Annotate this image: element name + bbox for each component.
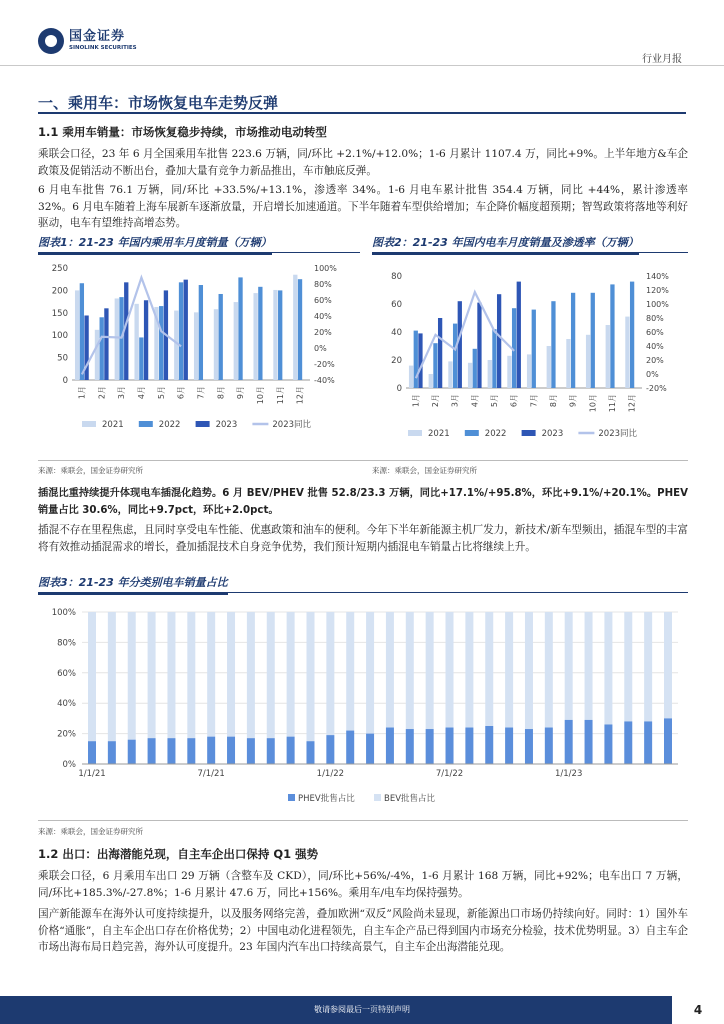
y2-tick-label: 100% (314, 264, 337, 273)
brand-logo (38, 28, 137, 54)
bar-phev (525, 729, 533, 764)
bar-bev (525, 612, 533, 729)
bar-bev (465, 612, 473, 728)
y2-tick-label: 40% (646, 342, 664, 351)
paragraph-3: 插混比重持续提升体现电车插混化趋势。6 月 BEV/PHEV 批售 52.8/23.3 万辆，同比+17.1%/+95.8%，环比+9.1%/+20.1%。PHEV 销量占比 30.6%，同比+9.7pct，环比+2.0pct。 (38, 488, 688, 516)
x-tick-label: 6月 (509, 394, 519, 408)
report-type: 行业月报 (642, 54, 682, 65)
logo-icon (38, 28, 64, 54)
bar-bev (664, 612, 672, 718)
bar-phev (426, 729, 434, 764)
bar-bev (88, 612, 96, 741)
x-tick-label: 1月 (411, 394, 421, 408)
bar-2022 (278, 290, 282, 380)
x-tick-label: 10月 (255, 386, 265, 405)
x-tick-label: 8月 (549, 394, 558, 408)
x-tick-label: 3月 (117, 386, 127, 400)
bar-2023 (517, 282, 521, 388)
bar-bev (604, 612, 612, 724)
x-tick-label: 2月 (97, 386, 107, 400)
paragraph-1: 乘联会口径，23 年 6 月全国乘用车批售 223.6 万辆，同/环比 +2.1%/+12.0%；1-6 月累计 1107.4 万，同比+9%。上半年地方&车企政策及促销活动不断出台，叠加大量有竞争力新品推出，车市触底反弹。 (38, 148, 688, 177)
x-tick-label: 6月 (176, 386, 186, 400)
bar-2021 (429, 374, 433, 388)
y-tick-label: 0 (62, 376, 68, 386)
bar-2023 (458, 301, 462, 388)
bar-bev (545, 612, 553, 728)
x-tick-label: 5月 (490, 394, 499, 408)
legend-swatch (82, 421, 96, 427)
page-footer (0, 996, 724, 1024)
bar-2022 (298, 279, 302, 380)
x-tick-label: 7/1/21 (197, 769, 225, 779)
bar-bev (485, 612, 493, 726)
bar-2021 (448, 361, 452, 388)
y-tick-label: 100% (51, 608, 76, 618)
bar-2021 (507, 356, 511, 388)
legend-swatch (465, 430, 479, 436)
bar-2021 (293, 275, 297, 380)
bar-2021 (606, 325, 610, 388)
bar-phev (108, 741, 116, 764)
bar-bev (446, 612, 454, 728)
figure-2-rule (372, 252, 688, 253)
bar-2022 (100, 317, 104, 380)
y-tick-label: 40 (391, 328, 402, 338)
y-tick-label: 80 (391, 272, 402, 282)
bar-2022 (571, 293, 575, 388)
bar-bev (247, 612, 255, 738)
y2-tick-label: 20% (646, 356, 664, 365)
paragraph-6: 国产新能源车在海外认可度持续提升，以及服务网络完善，叠加欧洲“双反”风险尚未显现，新能源出口市场仍持续向好。同时：1）国外车价格“通胀”，自主车企出口存在价格优势；2）中国电动化进程领先，自主车企产品已得到国内市场充分检验，技术优势明显。3）自主车企市场出海布局日趋完善，海外认可度提升。23 年国内汽车出口持续高景气，自主车企出海潜能兑现。 (38, 908, 688, 953)
bar-phev (287, 737, 295, 764)
y-tick-label: 0 (396, 384, 402, 394)
bar-2022 (179, 282, 183, 380)
bar-bev (267, 612, 275, 738)
bar-bev (108, 612, 116, 741)
y2-tick-label: 100% (646, 300, 669, 309)
y2-tick-label: 80% (646, 314, 664, 323)
x-tick-label: 10月 (588, 394, 598, 413)
x-tick-label: 12月 (627, 394, 637, 413)
y-tick-label: 250 (51, 264, 68, 274)
y2-tick-label: 120% (646, 286, 669, 295)
bar-phev (207, 737, 215, 764)
y2-tick-label: 20% (314, 328, 332, 337)
bar-2022 (238, 277, 242, 380)
x-tick-label: 1/1/22 (316, 769, 345, 779)
x-tick-label: 4月 (136, 386, 146, 400)
bar-bev (227, 612, 235, 737)
legend-label: 2023同比 (272, 420, 312, 430)
figure-3-bottom-rule (38, 820, 688, 821)
legend-label: 2021 (428, 429, 450, 439)
bar-2021 (194, 312, 198, 380)
figure-1-title: 图表1：21-23 年国内乘用车月度销量（万辆） (38, 234, 272, 255)
bar-phev (326, 735, 334, 764)
y-tick-label: 50 (57, 353, 68, 364)
figure-3-title: 图表3：21-23 年分类别电车销量占比 (38, 574, 228, 595)
bar-2022 (258, 287, 262, 380)
bar-2022 (433, 343, 437, 388)
legend-label: PHEV批售占比 (298, 794, 355, 804)
x-tick-label: 5月 (156, 386, 166, 400)
figure-2-source: 来源：乘联会，国金证券研究所 (372, 466, 477, 475)
y2-tick-label: -40% (314, 376, 335, 385)
bar-phev (267, 738, 275, 764)
paragraph-2: 6 月电车批售 76.1 万辆，同/环比 +33.5%/+13.1%，渗透率 34%。1-6 月电车累计批售 354.4 万辆，同比 +44%，累计渗透率 32%。6 月电车随着上海车展新车逐渐放量，开启增长加速通道。下半年随着车型供给增加；车企降价幅度超预期；智驾政策将落地等利好驱动，电车有望维持高增态势。 (38, 184, 688, 229)
bar-phev (346, 731, 354, 764)
bar-phev (505, 728, 513, 764)
legend-label: 2022 (484, 429, 507, 439)
bar-bev (207, 612, 215, 737)
bar-2021 (115, 298, 119, 380)
bar-2021 (134, 304, 138, 380)
x-tick-label: 9月 (236, 386, 246, 400)
y-tick-label: 20 (391, 356, 402, 366)
x-tick-label: 3月 (450, 394, 460, 408)
figure-1-rule (38, 252, 360, 253)
legend-swatch (196, 421, 210, 427)
y2-tick-label: 0% (314, 344, 327, 353)
y-tick-label: 150 (51, 308, 68, 319)
figure-1-source: 来源：乘联会，国金证券研究所 (38, 466, 143, 475)
chart-1-monthly-sales (38, 258, 360, 458)
bar-phev (148, 738, 156, 764)
x-tick-label: 2月 (431, 394, 440, 408)
bar-phev (545, 728, 553, 764)
bar-2022 (492, 329, 496, 388)
bar-phev (585, 720, 593, 764)
legend-label: 2022 (158, 420, 181, 430)
bar-2023 (497, 294, 501, 388)
section-title: 一、乘用车：市场恢复电车走势反弹 (38, 94, 279, 112)
x-tick-label: 1/1/21 (78, 769, 106, 779)
subsection-title-1-2: 1.2 出口：出海潜能兑现，自主车企出口保持 Q1 强势 (38, 847, 319, 861)
bar-2021 (566, 339, 570, 388)
legend-label: 2023 (541, 429, 564, 439)
x-tick-label: 1/1/23 (555, 769, 583, 779)
y2-tick-label: 60% (646, 328, 664, 337)
bar-2021 (468, 363, 472, 388)
bar-phev (366, 734, 374, 764)
bar-bev (287, 612, 295, 737)
bar-2021 (488, 360, 492, 388)
bar-2023 (438, 318, 442, 388)
bar-bev (406, 612, 414, 729)
page-header (0, 0, 724, 66)
bar-2023 (418, 333, 422, 388)
bar-2021 (527, 354, 531, 388)
legend-swatch (139, 421, 153, 427)
bar-2023 (477, 303, 481, 388)
x-tick-label: 1月 (77, 386, 87, 400)
bar-2022 (630, 282, 634, 388)
bar-phev (446, 728, 454, 764)
y-tick-label: 20% (57, 729, 76, 740)
y2-tick-label: 40% (314, 312, 332, 321)
x-tick-label: 4月 (470, 394, 480, 408)
bar-2022 (610, 284, 614, 388)
y2-tick-label: -20% (646, 384, 667, 393)
bar-2021 (95, 330, 99, 380)
bar-2021 (75, 290, 79, 380)
bar-2023 (184, 280, 188, 380)
legend-swatch (522, 430, 536, 436)
bar-bev (505, 612, 513, 728)
bar-phev (485, 726, 493, 764)
bar-2021 (253, 293, 257, 380)
bar-bev (167, 612, 175, 738)
figure-3-source: 来源：乘联会，国金证券研究所 (38, 827, 143, 836)
bar-phev (644, 721, 652, 764)
bar-phev (565, 720, 573, 764)
x-tick-label: 11月 (608, 394, 617, 413)
bar-phev (624, 721, 632, 764)
bar-bev (624, 612, 632, 721)
x-tick-label: 12月 (295, 386, 305, 405)
bar-phev (406, 729, 414, 764)
footer-disclaimer: 敬请参阅最后一页特别声明 (314, 1005, 410, 1014)
bar-phev (604, 724, 612, 764)
paragraph-5: 乘联会口径，6 月乘用车出口 29 万辆（含整车及 CKD），同/环比+56%/-4%，1-6 月累计 168 万辆，同比+92%；电车出口 7 万辆，同/环比+185.3%/-27.8%；1-6 月累计 47.6 万，同比+156%。乘用车/电车均保持强势。 (38, 870, 688, 899)
bar-2021 (547, 346, 551, 388)
bar-2022 (473, 349, 477, 388)
y2-tick-label: -20% (314, 360, 335, 369)
bar-bev (148, 612, 156, 738)
bar-2022 (591, 293, 595, 388)
bar-2021 (214, 309, 218, 380)
bar-2022 (199, 285, 203, 380)
y2-tick-label: 0% (646, 370, 659, 379)
bar-phev (664, 718, 672, 764)
bar-2022 (219, 294, 223, 380)
bar-phev (306, 741, 314, 764)
legend-swatch (288, 794, 295, 801)
legend-label: 2023同比 (598, 429, 638, 439)
legend-label: 2023 (215, 420, 238, 430)
legend-swatch (374, 794, 381, 801)
bar-2021 (586, 335, 590, 388)
bar-2021 (409, 366, 413, 388)
bar-bev (366, 612, 374, 734)
bar-2022 (532, 310, 536, 388)
section-divider (38, 112, 686, 114)
brand-name-cn: 国金证券 (69, 29, 126, 44)
page-number: 4 (672, 996, 724, 1024)
bar-2022 (80, 283, 84, 380)
y-tick-label: 60 (391, 300, 402, 310)
x-tick-label: 11月 (275, 386, 285, 405)
bar-bev (426, 612, 434, 729)
chart-2-ev-sales (372, 258, 688, 458)
bar-2022 (414, 331, 418, 388)
bar-bev (306, 612, 314, 741)
legend-swatch (408, 430, 422, 436)
y-tick-label: 40% (57, 699, 76, 710)
bar-2023 (104, 308, 108, 380)
bar-phev (227, 737, 235, 764)
bar-bev (128, 612, 136, 740)
bar-phev (88, 741, 96, 764)
y2-tick-label: 60% (314, 296, 332, 305)
x-tick-label: 8月 (216, 386, 226, 400)
legend-label: BEV批售占比 (384, 794, 436, 804)
bar-bev (565, 612, 573, 720)
y2-tick-label: 80% (314, 280, 332, 289)
bar-bev (187, 612, 195, 738)
y-tick-label: 0% (62, 760, 76, 770)
bar-phev (167, 738, 175, 764)
bar-phev (187, 738, 195, 764)
bar-bev (346, 612, 354, 731)
figure-bottom-rule (38, 460, 688, 461)
x-tick-label: 9月 (568, 394, 578, 408)
bar-phev (465, 728, 473, 764)
bar-bev (585, 612, 593, 720)
bar-phev (247, 738, 255, 764)
bar-2022 (551, 301, 555, 388)
bar-2021 (234, 302, 238, 380)
x-tick-label: 7月 (529, 394, 539, 408)
x-tick-label: 7/1/22 (435, 769, 464, 779)
paragraph-4: 插混不存在里程焦虑，且同时享受电车性能、优惠政策和油车的便利。今年下半年新能源主机厂发力，新技术/新车型频出，插混车型的丰富将有效推动插混需求的增长，叠加插混技术自身竞争优势，我们预计短期内插混电车销量占比将继续上升。 (38, 524, 688, 553)
bar-2022 (159, 306, 163, 380)
bar-bev (386, 612, 394, 728)
y-tick-label: 60% (57, 668, 76, 679)
bar-bev (644, 612, 652, 721)
bar-phev (386, 728, 394, 764)
legend-label: 2021 (102, 420, 124, 430)
subsection-title-1-1: 1.1 乘用车销量：市场恢复稳步持续，市场推动电动转型 (38, 125, 327, 139)
y2-tick-label: 140% (646, 272, 669, 281)
y-tick-label: 100 (51, 331, 68, 342)
y-tick-label: 200 (51, 286, 68, 297)
bar-phev (128, 740, 136, 764)
bar-2022 (139, 337, 143, 380)
bar-2021 (625, 317, 629, 388)
figure-2-title: 图表2：21-23 年国内电车月度销量及渗透率（万辆） (372, 234, 639, 255)
figure-3-rule (38, 592, 688, 593)
chart-3-ev-mix (38, 598, 688, 818)
bar-2023 (144, 300, 148, 380)
bar-bev (326, 612, 334, 735)
bar-2022 (453, 324, 457, 388)
bar-2021 (273, 290, 277, 380)
x-tick-label: 7月 (196, 386, 206, 400)
brand-name-en: SINOLINK SECURITIES (69, 45, 137, 51)
y-tick-label: 80% (57, 638, 76, 649)
